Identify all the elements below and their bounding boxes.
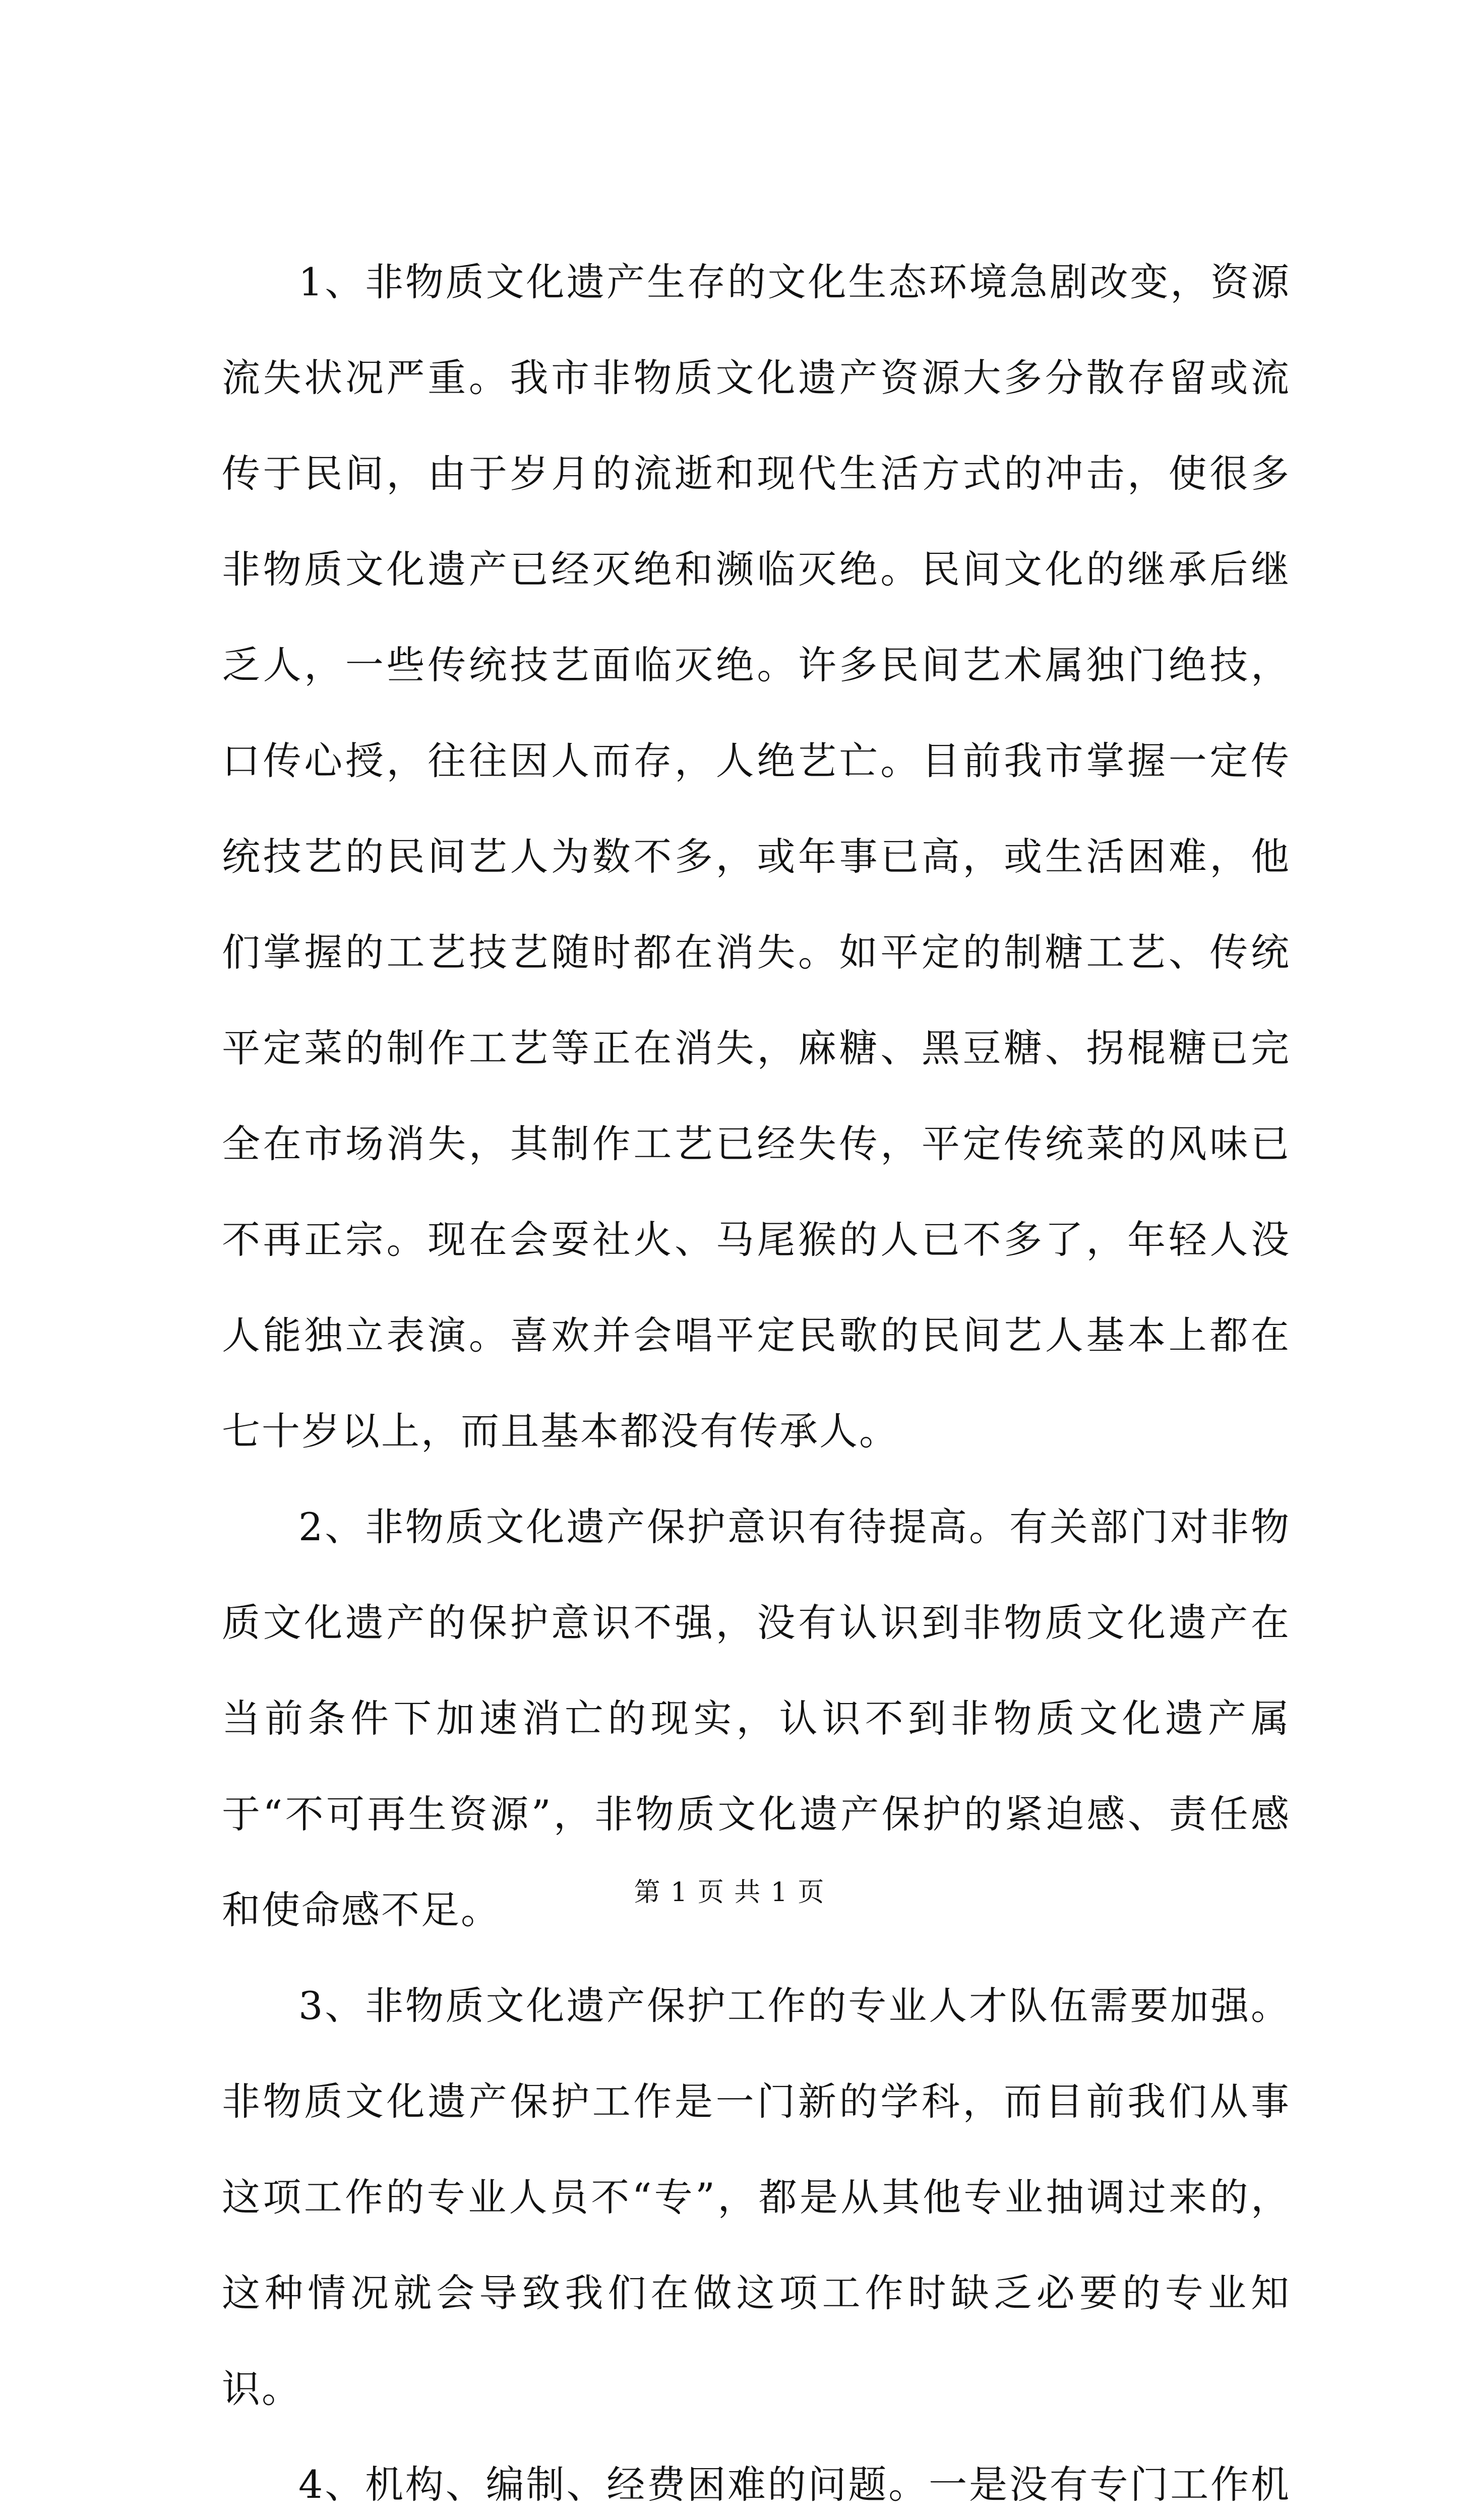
document-body [222,234,1291,2520]
paragraph-1: 1、非物质文化遗产生存的文化生态环境急剧改变，资源流失状况严重。我市非物质文化遗产资源大多分散存留或流传于民间，由于岁月的流逝和现代生活方式的冲击，使很多非物质文化遗产已经灭绝和濒临灭绝。民间文化的继承后继乏人，一些传统技艺面临灭绝。许多民间艺术属独门绝技，口传心授，往往因人而存，人绝艺亡。目前我市掌握一定传统技艺的民间艺人为数不多，或年事已高，或生活困难，他们掌握的工艺技艺随时都在消失。如平定的制糖工艺、传统平定菜的制作工艺等正在消失，麻糖、黑豆糖、拐棍糖已完全在市场消失，其制作工艺已经失传，平定传统菜的风味已不再正宗。现在会耍社火、马尾猴的人已不多了，年轻人没人能独立表演。喜欢并会唱平定民歌的民间艺人基本上都在七十岁以上，而且基本都没有传承人。 [222,260,1291,1454]
page-footer: 第 1 页 共 1 页 [634,1877,825,1908]
paragraph-2: 2、非物质文化遗产保护意识有待提高。有关部门对非物质文化遗产的保护意识不强，没有认识到非物质文化遗产在当前条件下加速消亡的现实，认识不到非物质文化遗产属于“不可再生资源”，非物质文化遗产保护的紧迫感、责任感和使命感不足。 [222,1504,1291,1932]
paragraph-3: 3、非物质文化遗产保护工作的专业人才队伍需要加强。非物质文化遗产保护工作是一门新的学科，而目前我们从事这项工作的专业人员不“专”，都是从其他专业抽调过来的，这种情况就会导致我们在做这项工作时缺乏必要的专业知识。 [222,1983,1291,2411]
paragraph-4: 4、机构、编制、经费困难的问题。一是没有专门工作机 [298,2462,1291,2507]
